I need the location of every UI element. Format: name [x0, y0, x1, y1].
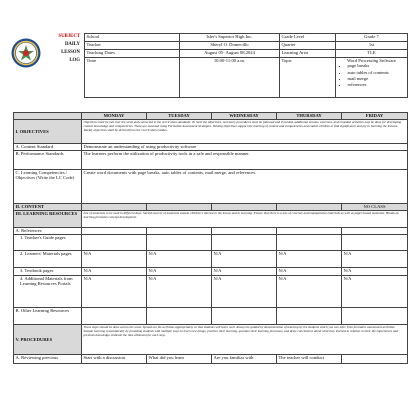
other-resources-monday: [82, 308, 147, 325]
learning-resources-note: List of materials to be used in different days. Varied sources of materials sustain children's interest in the lesson and in learning. Ensure that there is a mix of concrete and manipulative materials as well as paper-based materials. Hands-on learning promotes concept development.: [82, 211, 408, 228]
reviewing-thursday: The teacher will conduct: [277, 355, 342, 364]
corner-cell: [14, 113, 82, 120]
references-monday: [82, 228, 147, 235]
title-line-subject: SUBJECT: [58, 34, 80, 39]
teachers-guide-label: 1. Teacher's Guide pages: [14, 235, 82, 251]
grade-level-value: Grade 7: [336, 34, 408, 42]
additional-materials-thursday: N/A: [277, 276, 342, 308]
reviewing-wednesday: Are you familiar with: [212, 355, 277, 364]
quarter-label: Quarter: [280, 42, 336, 50]
teacher-value: Sheryl O. Domecillo: [180, 42, 280, 50]
learning-competencies-label: C. Learning Competencies / Objectives (Write the LC Code): [14, 170, 82, 204]
textbook-wednesday: N/A: [212, 268, 277, 276]
textbook-monday: N/A: [82, 268, 147, 276]
procedures-label: V. PROCEDURES: [14, 325, 82, 355]
textbook-label: 3. Textbook pages: [14, 268, 82, 276]
learners-materials-label: 2. Learners' Materials pages: [14, 251, 82, 268]
content-tuesday: [147, 204, 212, 211]
day-header-tuesday: TUESDAY: [147, 113, 212, 120]
learners-materials-monday: N/A: [82, 251, 147, 268]
time-value: 10:00-11:00 a.m.: [180, 58, 280, 98]
learning-competencies-value: Create word documents with page breaks, auto tables of contents, mail merge, and references.: [82, 170, 408, 204]
time-label: Time: [85, 58, 180, 98]
objectives-label: I. OBJECTIVES: [14, 120, 82, 144]
topic-list: [338, 63, 406, 88]
learners-materials-thursday: N/A: [277, 251, 342, 268]
topic-item: • references: [348, 82, 406, 88]
content-wednesday: [212, 204, 277, 211]
other-resources-label: B. Other Learning Resources: [14, 308, 82, 325]
topic-label: Topic: [280, 58, 336, 98]
content-friday: NO CLASS: [342, 204, 408, 211]
additional-materials-monday: N/A: [82, 276, 147, 308]
topic-item: • page breaks: [348, 63, 406, 69]
references-thursday: [277, 228, 342, 235]
lesson-table: [13, 112, 408, 364]
grade-level-label: Grade Level: [280, 34, 336, 42]
learners-materials-tuesday: N/A: [147, 251, 212, 268]
teachers-guide-thursday: [277, 235, 342, 251]
other-resources-tuesday: [147, 308, 212, 325]
content-thursday: [277, 204, 342, 211]
procedures-note: These steps should be done across the week. Spread out the activities appropriately so that students will learn well. Always be guided by demonstration of learning by the students which you can infer from formative assessment activities. Sustain learning systematically by providing students with multiple ways to learn new things, practice their learning, question their learning processes, and draw conclusions about what they learned in relation to their life experiences and previous knowledge. Indicate the time allotment for each step.: [82, 325, 408, 355]
header-info-table: [84, 33, 408, 98]
topic-cell: [336, 58, 408, 98]
content-label: II. CONTENT: [14, 204, 82, 211]
references-friday: [342, 228, 408, 235]
other-resources-thursday: [277, 308, 342, 325]
school-label: School: [85, 34, 180, 42]
reviewing-friday: [342, 355, 408, 364]
reviewing-tuesday: What did you learn: [147, 355, 212, 364]
content-standard-value: Demonstrate an understanding of using productivity software: [82, 144, 408, 151]
quarter-value: 1st: [336, 42, 408, 50]
learning-resources-label: III. LEARNING RESOURCES: [14, 211, 82, 228]
additional-materials-friday: N/A: [342, 276, 408, 308]
teaching-dates-value: August 05- August 08,2024: [180, 50, 280, 58]
teachers-guide-friday: [342, 235, 408, 251]
title-line-lesson: LESSON: [61, 50, 80, 55]
teachers-guide-tuesday: [147, 235, 212, 251]
teacher-label: Teacher: [85, 42, 180, 50]
references-label: A. References: [14, 228, 82, 235]
learning-area-label: Learning Area: [280, 50, 336, 58]
additional-materials-wednesday: N/A: [212, 276, 277, 308]
teaching-dates-label: Teaching Dates: [85, 50, 180, 58]
content-monday: [82, 204, 147, 211]
performance-standards-label: B. Performance Standards: [14, 151, 82, 170]
references-wednesday: [212, 228, 277, 235]
textbook-friday: N/A: [342, 268, 408, 276]
school-seal-logo: [11, 38, 41, 68]
title-line-log: LOG: [69, 58, 80, 63]
title-line-daily: DAILY: [64, 42, 80, 47]
reviewing-label: A. Reviewing previous: [14, 355, 82, 364]
other-resources-wednesday: [212, 308, 277, 325]
log-title: [46, 33, 80, 65]
learning-area-value: TLE: [336, 50, 408, 58]
content-standard-label: A. Content Standard: [14, 144, 82, 151]
textbook-thursday: N/A: [277, 268, 342, 276]
textbook-tuesday: N/A: [147, 268, 212, 276]
topic-title: Word Processing Software: [347, 58, 396, 63]
topic-item: • auto tables of contents: [348, 70, 406, 76]
learners-materials-friday: N/A: [342, 251, 408, 268]
objectives-note: Objectives must be met over the week and connected to the curriculum standards. To meet the objectives, necessary procedures must be followed and if needed, additional lessons, exercises, and remedial activities may be done for developing content knowledge and competencies. These are assessed using Formative Assessment strategies. Valuing objectives support the learning of content and competencies and enable children to find significance and joy in learning the lessons. Weekly objectives shall be derived from the Curriculum Guides.: [82, 120, 408, 144]
references-tuesday: [147, 228, 212, 235]
day-header-friday: FRIDAY: [342, 113, 408, 120]
additional-materials-tuesday: N/A: [147, 276, 212, 308]
day-header-wednesday: WEDNESDAY: [212, 113, 277, 120]
learners-materials-wednesday: N/A: [212, 251, 277, 268]
topic-item: • mail merge: [348, 76, 406, 82]
reviewing-monday: Start with a discussion: [82, 355, 147, 364]
teachers-guide-monday: [82, 235, 147, 251]
day-header-thursday: THURSDAY: [277, 113, 342, 120]
performance-standards-value: The learners perform the utilization of productivity tools in a safe and responsible manner.: [82, 151, 408, 170]
teachers-guide-wednesday: [212, 235, 277, 251]
other-resources-friday: [342, 308, 408, 325]
additional-materials-label: 4. Additional Materials from Learning Resources Portals: [14, 276, 82, 308]
school-value: Isler's Superior High Inc.: [180, 34, 280, 42]
day-header-monday: MONDAY: [82, 113, 147, 120]
